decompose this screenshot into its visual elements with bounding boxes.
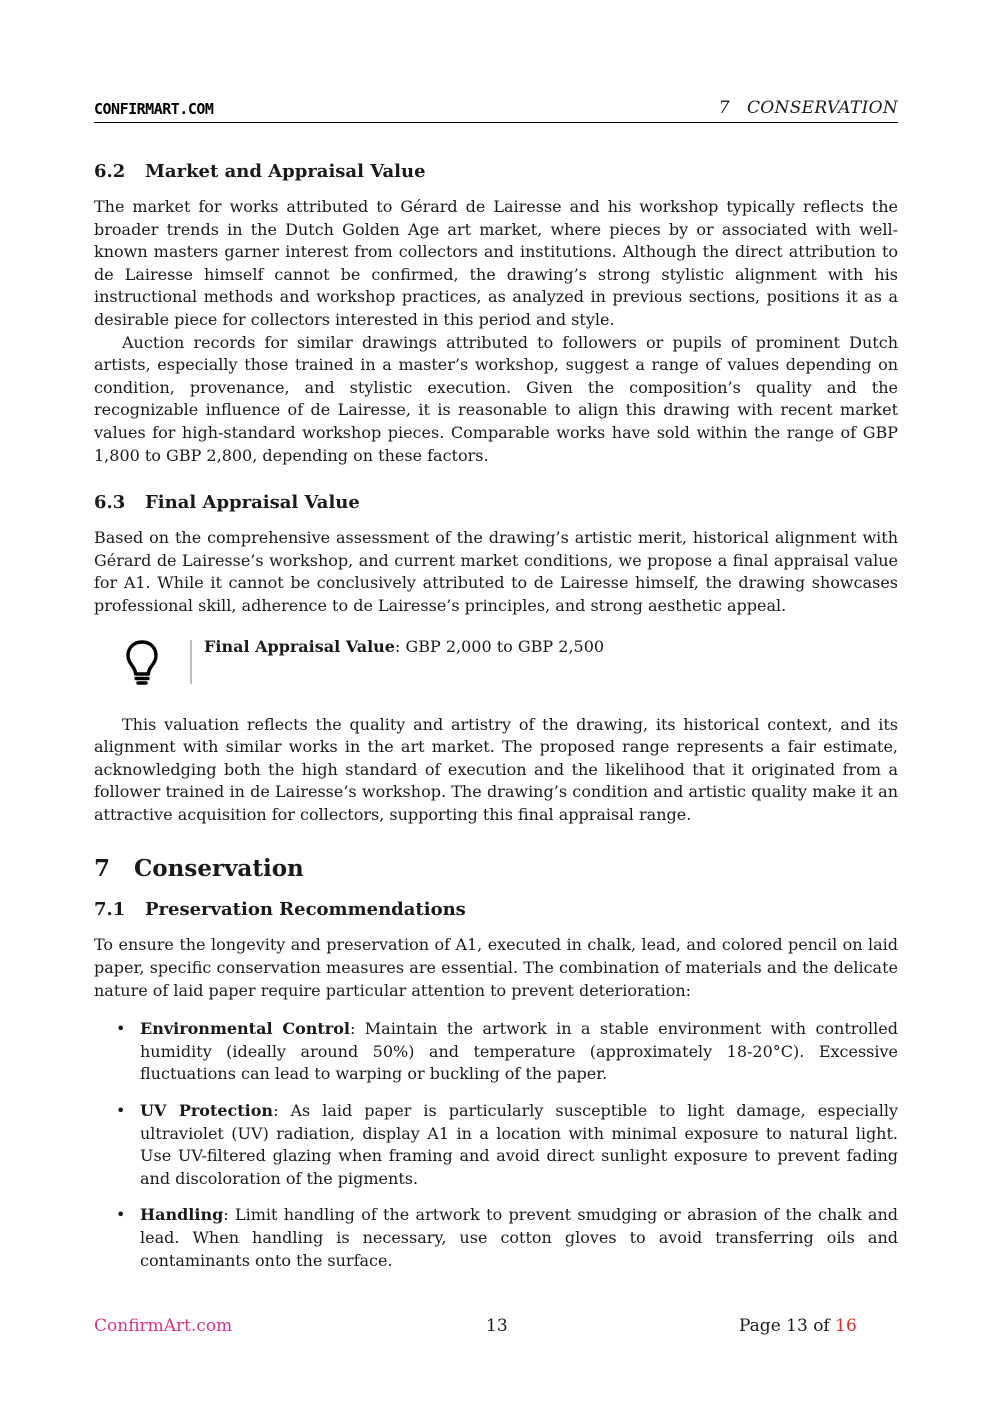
appraisal-callout	[94, 632, 898, 706]
section-title: Market and Appraisal Value	[145, 161, 426, 182]
page-footer	[94, 1316, 898, 1340]
recommendations-list	[94, 1018, 898, 1272]
list-item	[94, 1204, 898, 1272]
section-number: 7.1	[94, 899, 126, 921]
page-count-prefix: Page 13 of	[739, 1316, 836, 1336]
section-heading-7-1	[94, 898, 898, 922]
section-title: Preservation Recommendations	[145, 899, 466, 921]
item-label: UV Protection	[140, 1101, 274, 1121]
page-number: 13	[486, 1316, 508, 1336]
section-title: Conservation	[134, 855, 304, 883]
section-number: 6.3	[94, 492, 126, 514]
callout-divider	[190, 640, 192, 684]
paragraph: To ensure the longevity and preservation of A1, executed in chalk, lead, and colored pencil on laid paper, specific conservation measures are essential. The combination of materials and the delicate nature of laid paper require particular attention to prevent deterioration:	[94, 935, 898, 1000]
item-text: : Maintain the artwork in a stable environment with controlled humidity (ideally around 50%) and temperature (approximately 18-20°C). Excessive fluctuations can lead to warping or buckling of the paper.	[140, 1019, 898, 1084]
section-heading-6-3	[94, 491, 898, 515]
section-heading-7	[94, 854, 898, 884]
item-label: Environmental Control	[140, 1019, 350, 1039]
list-item	[94, 1018, 898, 1086]
callout-text	[204, 636, 604, 659]
paragraph: Based on the comprehensive assessment of the drawing’s artistic merit, historical alignment with Gérard de Lairesse’s workshop, and current market conditions, we propose a final appraisal value for A1. While it cannot be conclusively attributed to de Lairesse himself, the drawing showcases professional skill, adherence to de Lairesse’s principles, and strong aesthetic appeal.	[94, 528, 898, 615]
site-logo: CONFIRMART.COM	[94, 100, 214, 118]
callout-label: Final Appraisal Value	[204, 636, 395, 656]
item-label: Handling	[140, 1205, 224, 1225]
running-head: 7 CONSERVATION	[718, 98, 898, 118]
section-number: 6.2	[94, 161, 126, 182]
page-content	[94, 160, 898, 1286]
list-item	[94, 1100, 898, 1190]
section-title: Final Appraisal Value	[145, 492, 360, 514]
paragraph: Auction records for similar drawings attributed to followers or pupils of prominent Dutch artists, especially those trained in a master’s workshop, suggest a range of values depending on condition, provenance, and stylistic execution. Given the composition’s quality and the recognizable influence of de Lairesse, it is reasonable to align this drawing with recent market values for high-standard workshop pieces. Comparable works have sold within the range of GBP 1,800 to GBP 2,800, depending on these factors.	[94, 332, 898, 465]
section-number: 7	[94, 855, 111, 883]
item-text: : As laid paper is particularly susceptible to light damage, especially ultraviolet (UV) radiation, display A1 in a location with minimal exposure to natural light. Use UV-filtered glazing when framing and avoid direct sunlight exposure to prevent fading and discoloration of the pigments.	[140, 1101, 899, 1188]
page-header	[94, 98, 898, 123]
page-count	[739, 1316, 857, 1336]
footer-site-link[interactable]: ConfirmArt.com	[94, 1316, 233, 1336]
callout-value: : GBP 2,000 to GBP 2,500	[394, 636, 605, 656]
item-text: : Limit handling of the artwork to prevent smudging or abrasion of the chalk and lead. When handling is necessary, use cotton gloves to avoid transferring oils and contaminants onto the surface.	[140, 1205, 898, 1270]
paragraph: This valuation reflects the quality and artistry of the drawing, its historical context, and its alignment with similar works in the art market. The proposed range represents a fair estimate, acknowledging both the high standard of execution and the likelihood that it originated from a follower trained in de Lairesse’s workshop. The drawing’s condition and artistic quality make it an attractive acquisition for collectors, supporting this final appraisal range.	[94, 714, 898, 824]
page-total-link[interactable]: 16	[835, 1316, 857, 1336]
lightbulb-icon	[124, 638, 160, 686]
bullet: •	[116, 1019, 126, 1039]
paragraph: The market for works attributed to Gérard de Lairesse and his workshop typically reflects the broader trends in the Dutch Golden Age art market, where pieces by or associated with well-known masters garner interest from collectors and institutions. Although the direct attribution to de Lairesse himself cannot be confirmed, the drawing’s strong stylistic alignment with his instructional methods and workshop practices, as analyzed in previous sections, positions it as a desirable piece for collectors interested in this period and style.	[94, 197, 898, 329]
bullet: •	[116, 1205, 126, 1225]
section-heading-6-2	[94, 160, 898, 184]
bullet: •	[116, 1101, 126, 1121]
